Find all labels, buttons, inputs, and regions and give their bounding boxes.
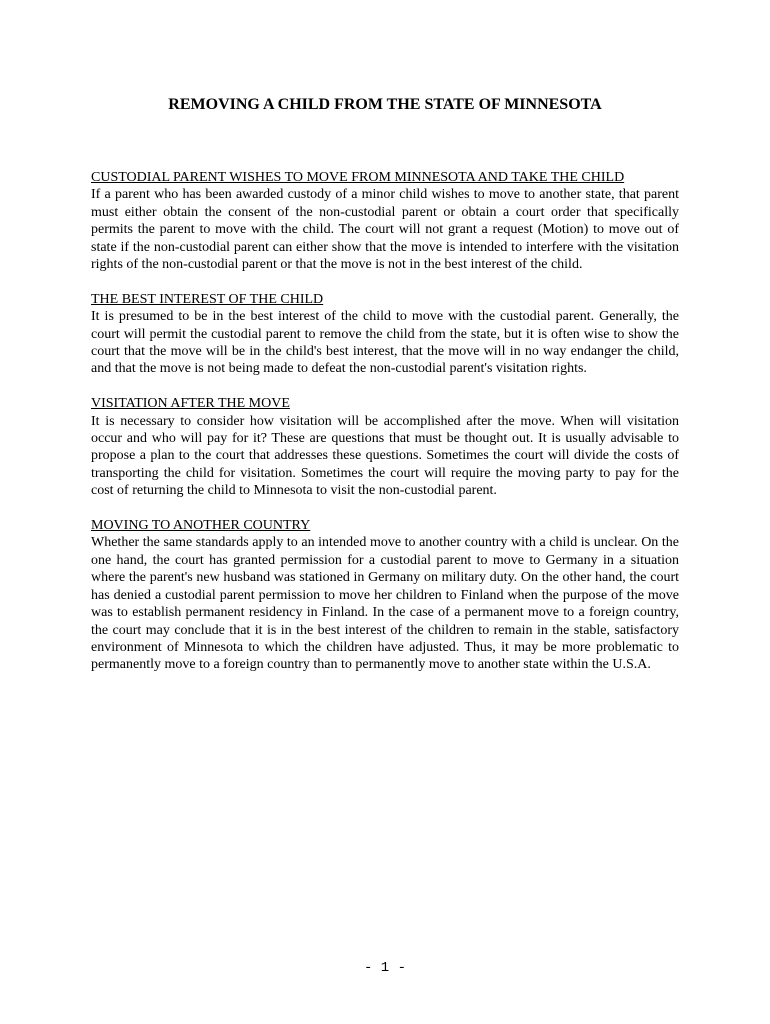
section-best-interest [91, 291, 679, 378]
section-paragraph: It is presumed to be in the best interest of the child to move with the custodial parent. Generally, the court will permit the custodial parent to remove the child from the state, but it is often wise to show the court that the move will be in the child's best interest, that the move will in no way endanger the child, and that the move is not being made to defeat the non-custodial parent's visitation rights. [91, 309, 679, 377]
document-title: REMOVING A CHILD FROM THE STATE OF MINNESOTA [168, 96, 602, 113]
section-heading: CUSTODIAL PARENT WISHES TO MOVE FROM MINNESOTA AND TAKE THE CHILD [91, 170, 625, 185]
section-heading: VISITATION AFTER THE MOVE [91, 396, 290, 412]
section-paragraph: Whether the same standards apply to an intended move to another country with a child is unclear. On the one hand, the court has granted permission for a custodial parent to move to Germany in a situation where the parent's new husband was stationed in Germany on military duty. On the other hand, the court has denied a custodial parent permission to move her children to Finland when the purpose of the move was to establish permanent residency in Finland. In the case of a permanent move to a foreign country, the court may conclude that it is in the best interest of the children to remain in the stable, satisfactory environment of Minnesota to which the children have adjusted. Thus, it may be more problematic to permanently move to a foreign country than to permanently move to another state within the U.S.A. [91, 535, 679, 673]
section-paragraph: If a parent who has been awarded custody of a minor child wishes to move to another state, that parent must either obtain the consent of the non-custodial parent or obtain a court order that specifically permits the parent to move with the child. The court will not grant a request (Motion) to move out of state if the non-custodial parent can either show that the move is intended to interfere with the visitation rights of the non-custodial parent or that the move is not in the best interest of the child. [91, 187, 679, 273]
section-another-country [91, 517, 679, 674]
page-number: - 1 - [363, 960, 406, 976]
section-heading: THE BEST INTEREST OF THE CHILD [91, 291, 324, 307]
section-paragraph: It is necessary to consider how visitation will be accomplished after the move. When will visitation occur and who will pay for it? These are questions that must be thought out. It is usually advisable to propose a plan to the court that addresses these questions. Sometimes the court will divide the costs of transporting the child for visitation. Sometimes the court will require the moving party to pay for the cost of returning the child to Minnesota to visit the non-custodial parent. [91, 413, 679, 499]
document-body [91, 169, 679, 691]
section-heading: MOVING TO ANOTHER COUNTRY [91, 518, 311, 534]
section-visitation-after-move [91, 395, 679, 499]
section-custodial-parent-move [91, 169, 679, 273]
